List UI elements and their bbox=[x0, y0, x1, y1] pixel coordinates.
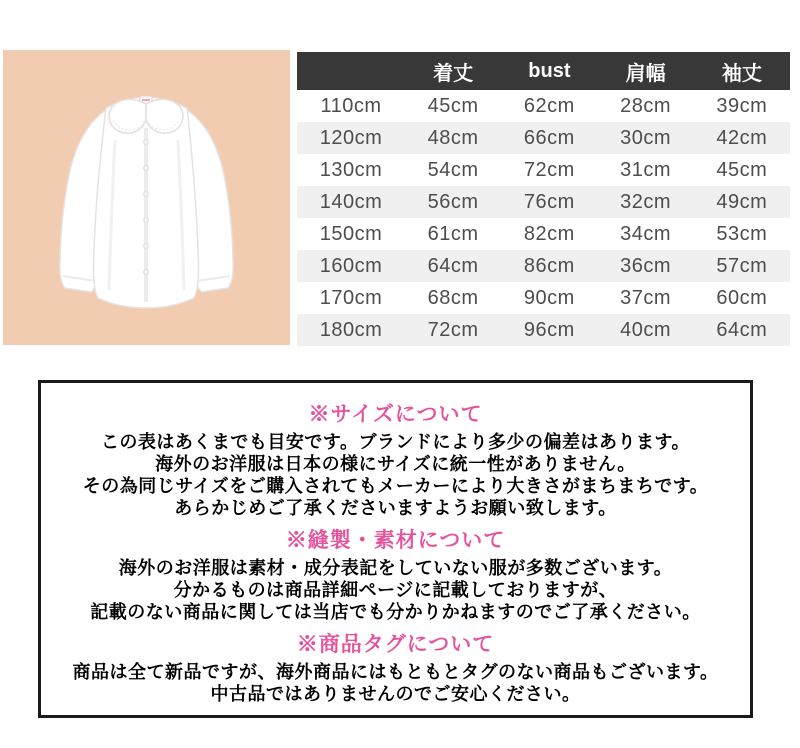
notes-box bbox=[38, 380, 753, 718]
table-row bbox=[297, 218, 790, 250]
table-row bbox=[297, 122, 790, 154]
row-measurement-value: 32cm bbox=[620, 190, 672, 213]
row-measurement-value: 56cm bbox=[427, 190, 479, 213]
row-measurement-value: 90cm bbox=[523, 286, 575, 309]
header-cell-bust: bust bbox=[528, 59, 571, 82]
row-size-label: 150cm bbox=[319, 222, 383, 245]
row-size-label: 130cm bbox=[319, 158, 383, 181]
note-line: 海外のお洋服は素材・成分表記をしていない服が多数ございます。 bbox=[118, 558, 673, 578]
note-section bbox=[49, 402, 742, 519]
note-section bbox=[49, 632, 742, 705]
row-size-label: 170cm bbox=[319, 286, 383, 309]
row-measurement-value: 42cm bbox=[716, 126, 768, 149]
table-row bbox=[297, 154, 790, 186]
note-line: 記載のない商品に関しては当店でも分かりかねますのでご了承ください。 bbox=[90, 602, 701, 622]
row-size-label: 160cm bbox=[319, 254, 383, 277]
row-measurement-value: 37cm bbox=[620, 286, 672, 309]
row-measurement-value: 45cm bbox=[427, 94, 479, 117]
row-measurement-value: 57cm bbox=[716, 254, 768, 277]
row-size-label: 110cm bbox=[320, 94, 382, 117]
note-heading: ※商品タグについて bbox=[296, 633, 495, 656]
row-size-label: 140cm bbox=[319, 190, 383, 213]
shirt-image bbox=[3, 50, 290, 345]
note-line: この表はあくまでも目安です。ブランドにより多少の偏差はあります。 bbox=[100, 432, 691, 452]
product-photo bbox=[3, 50, 290, 345]
table-row bbox=[297, 250, 790, 282]
note-section bbox=[49, 528, 742, 623]
row-measurement-value: 86cm bbox=[523, 254, 575, 277]
row-measurement-value: 34cm bbox=[620, 222, 672, 245]
size-table-header-row bbox=[297, 52, 790, 90]
row-measurement-value: 54cm bbox=[427, 158, 479, 181]
row-measurement-value: 68cm bbox=[427, 286, 479, 309]
row-measurement-value: 40cm bbox=[620, 318, 672, 341]
note-line: 商品は全て新品ですが、海外商品にはもともとタグのない商品もございます。 bbox=[72, 662, 719, 682]
header-cell-shoulder: 肩幅 bbox=[625, 62, 666, 85]
row-size-label: 120cm bbox=[319, 126, 383, 149]
row-measurement-value: 30cm bbox=[620, 126, 672, 149]
table-row bbox=[297, 186, 790, 218]
row-measurement-value: 72cm bbox=[427, 318, 479, 341]
row-measurement-value: 64cm bbox=[716, 318, 768, 341]
row-measurement-value: 72cm bbox=[523, 158, 575, 181]
size-table bbox=[297, 52, 790, 346]
row-measurement-value: 48cm bbox=[427, 126, 479, 149]
row-measurement-value: 62cm bbox=[523, 94, 575, 117]
note-line: その為同じサイズをご購入されてもメーカーにより大きさがまちまちです。 bbox=[82, 476, 709, 496]
row-measurement-value: 28cm bbox=[620, 94, 672, 117]
note-line: 海外のお洋服は日本の様にサイズに統一性がありません。 bbox=[155, 454, 636, 474]
header-cell-sleeve: 袖丈 bbox=[721, 62, 762, 85]
row-measurement-value: 39cm bbox=[716, 94, 768, 117]
row-measurement-value: 60cm bbox=[716, 286, 768, 309]
note-heading: ※サイズについて bbox=[308, 403, 483, 426]
note-line: 分かるものは商品詳細ページに記載しておりますが、 bbox=[173, 580, 618, 600]
row-measurement-value: 31cm bbox=[620, 158, 672, 181]
row-measurement-value: 96cm bbox=[523, 318, 575, 341]
table-row bbox=[297, 282, 790, 314]
header-cell-length: 着丈 bbox=[433, 62, 474, 85]
note-heading: ※縫製・素材について bbox=[285, 529, 506, 552]
row-measurement-value: 66cm bbox=[523, 126, 575, 149]
row-measurement-value: 82cm bbox=[523, 222, 575, 245]
row-measurement-value: 61cm bbox=[427, 222, 479, 245]
note-line: 中古品ではありませんのでご安心ください。 bbox=[210, 684, 581, 704]
row-measurement-value: 45cm bbox=[716, 158, 768, 181]
size-table-body bbox=[297, 90, 790, 346]
table-row bbox=[297, 90, 790, 122]
row-size-label: 180cm bbox=[319, 318, 383, 341]
row-measurement-value: 64cm bbox=[427, 254, 479, 277]
note-line: あらかじめご了承くださいますようお願い致します。 bbox=[174, 498, 617, 518]
row-measurement-value: 76cm bbox=[523, 190, 575, 213]
table-row bbox=[297, 314, 790, 346]
row-measurement-value: 53cm bbox=[716, 222, 768, 245]
row-measurement-value: 36cm bbox=[620, 254, 672, 277]
row-measurement-value: 49cm bbox=[716, 190, 768, 213]
